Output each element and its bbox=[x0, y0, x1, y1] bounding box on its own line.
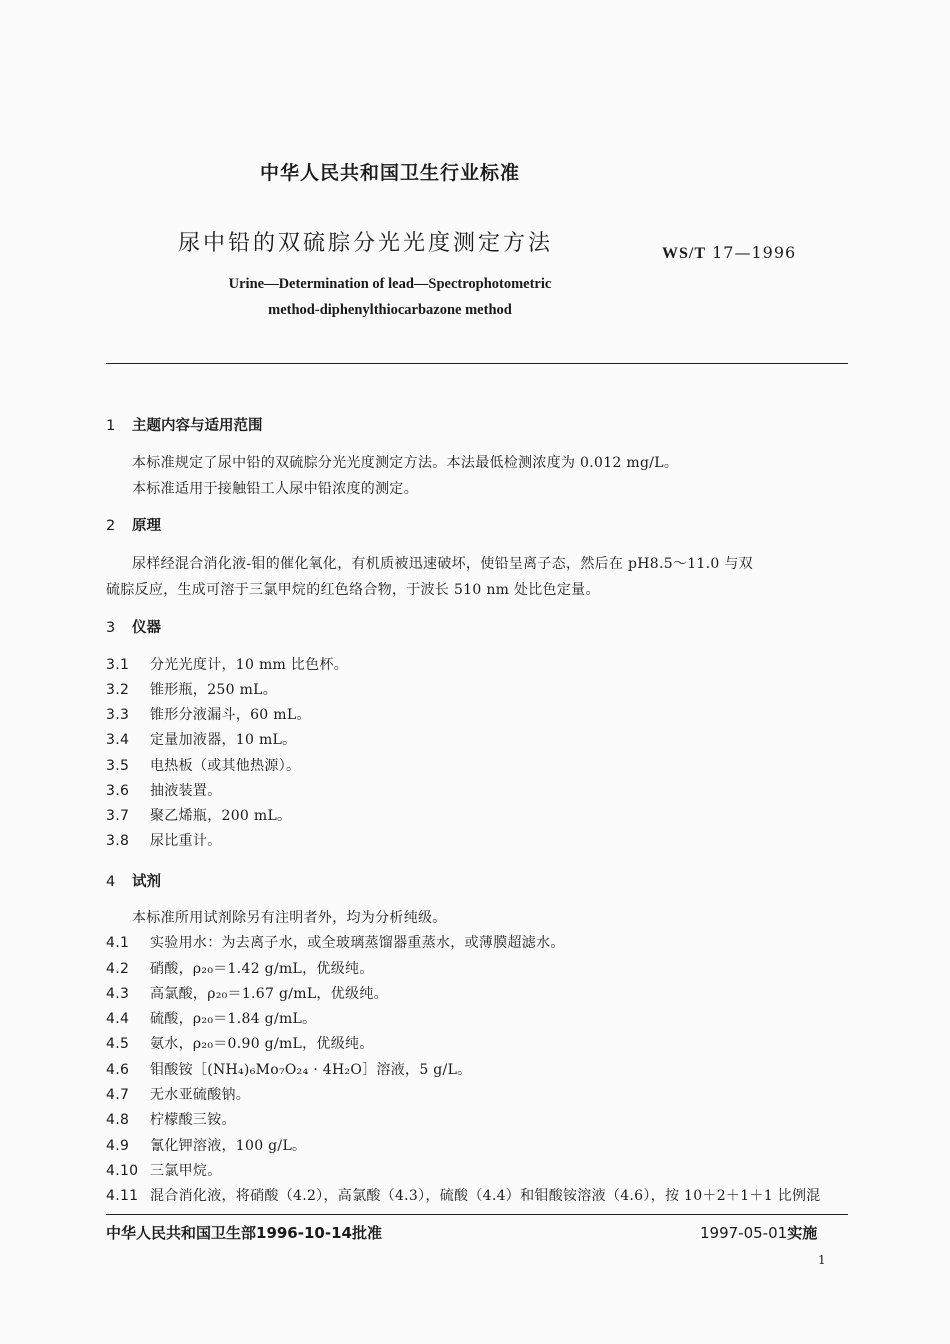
section-title: 试剂 bbox=[132, 874, 161, 890]
list-item bbox=[106, 1185, 821, 1205]
item-number: 4.7 bbox=[106, 1087, 130, 1103]
item-number: 3.3 bbox=[106, 707, 130, 723]
section-number: 2 bbox=[106, 518, 116, 534]
item-number: 4.4 bbox=[106, 1011, 130, 1027]
item-text: 三氯甲烷。 bbox=[150, 1163, 222, 1179]
list-item bbox=[106, 1160, 222, 1180]
item-text: 聚乙烯瓶，200 mL。 bbox=[150, 808, 292, 824]
list-item bbox=[106, 1135, 306, 1155]
list-item bbox=[106, 805, 291, 825]
item-text: 尿比重计。 bbox=[150, 833, 222, 849]
item-number: 4.5 bbox=[106, 1036, 130, 1052]
item-number: 3.5 bbox=[106, 758, 130, 774]
section-heading bbox=[106, 414, 263, 435]
paragraph: 本标准所用试剂除另有注明者外，均为分析纯级。 bbox=[132, 910, 447, 926]
standard-code bbox=[662, 243, 796, 263]
list-item bbox=[106, 1059, 471, 1079]
code-prefix: WS/T bbox=[662, 245, 707, 262]
item-number: 3.1 bbox=[106, 657, 130, 673]
item-text: 实验用水：为去离子水，或全玻璃蒸馏器重蒸水，或薄膜超滤水。 bbox=[150, 935, 565, 951]
item-text: 锥形瓶，250 mL。 bbox=[150, 682, 278, 698]
item-text: 钼酸铵［(NH₄)₆Mo₇O₂₄ · 4H₂O］溶液，5 g/L。 bbox=[150, 1062, 472, 1078]
item-number: 3.7 bbox=[106, 808, 130, 824]
list-item bbox=[106, 704, 311, 724]
item-number: 4.10 bbox=[106, 1163, 139, 1179]
item-number: 4.8 bbox=[106, 1112, 130, 1128]
item-number: 3.8 bbox=[106, 833, 130, 849]
item-text: 高氯酸，ρ₂₀＝1.67 g/mL，优级纯。 bbox=[150, 986, 388, 1002]
item-text: 锥形分液漏斗，60 mL。 bbox=[150, 707, 311, 723]
item-text: 柠檬酸三铵。 bbox=[150, 1112, 236, 1128]
item-number: 4.9 bbox=[106, 1138, 130, 1154]
list-item bbox=[106, 830, 222, 850]
list-item bbox=[106, 729, 296, 749]
list-item bbox=[106, 932, 565, 952]
section-heading bbox=[106, 870, 161, 891]
header-divider bbox=[106, 363, 848, 364]
item-text: 定量加液器，10 mL。 bbox=[150, 732, 297, 748]
item-text: 硝酸，ρ₂₀＝1.42 g/mL，优级纯。 bbox=[150, 961, 374, 977]
english-title-line2: method-diphenylthiocarbazone method bbox=[268, 302, 512, 318]
footer-divider bbox=[106, 1214, 848, 1215]
item-number: 3.4 bbox=[106, 732, 130, 748]
section-title: 原理 bbox=[132, 518, 161, 534]
section-number: 3 bbox=[106, 620, 116, 636]
item-number: 4.3 bbox=[106, 986, 130, 1002]
item-text: 电热板（或其他热源）。 bbox=[150, 758, 301, 774]
section-title: 主题内容与适用范围 bbox=[132, 418, 263, 434]
paragraph: 硫腙反应，生成可溶于三氯甲烷的红色络合物，于波长 510 nm 处比色定量。 bbox=[106, 582, 600, 598]
item-text: 硫酸，ρ₂₀＝1.84 g/mL。 bbox=[150, 1011, 317, 1027]
english-title-line1: Urine—Determination of lead—Spectrophotometric bbox=[228, 276, 552, 292]
list-item bbox=[106, 983, 388, 1003]
approval-line: 中华人民共和国卫生部1996-10-14批准 bbox=[106, 1224, 382, 1242]
list-item bbox=[106, 679, 277, 699]
list-item bbox=[106, 1033, 374, 1053]
section-title: 仪器 bbox=[132, 620, 161, 636]
list-item bbox=[106, 1109, 236, 1129]
item-text: 无水亚硫酸钠。 bbox=[150, 1087, 251, 1103]
item-number: 4.1 bbox=[106, 935, 130, 951]
list-item bbox=[106, 755, 300, 775]
list-item bbox=[106, 958, 374, 978]
paragraph: 尿样经混合消化液-钼的催化氧化，有机质被迅速破坏，使铅呈离子态，然后在 pH8.5～11.0 与双 bbox=[132, 556, 753, 572]
list-item bbox=[106, 1008, 316, 1028]
item-number: 4.11 bbox=[106, 1188, 139, 1204]
item-number: 3.6 bbox=[106, 783, 130, 799]
list-item bbox=[106, 1084, 250, 1104]
list-item bbox=[106, 780, 222, 800]
code-number: 17—1996 bbox=[712, 243, 797, 262]
section-number: 1 bbox=[106, 418, 116, 434]
section-heading bbox=[106, 514, 161, 535]
page-number: 1 bbox=[818, 1253, 826, 1267]
standard-category: 中华人民共和国卫生行业标准 bbox=[259, 162, 520, 184]
item-number: 4.2 bbox=[106, 961, 130, 977]
implementation-label: 实施 bbox=[787, 1224, 818, 1242]
section-number: 4 bbox=[106, 874, 116, 890]
implementation-date: 1997-05-01 bbox=[700, 1224, 788, 1242]
paragraph: 本标准规定了尿中铅的双硫腙分光光度测定方法。本法最低检测浓度为 0.012 mg/L。 bbox=[132, 455, 679, 471]
paragraph: 本标准适用于接触铅工人尿中铅浓度的测定。 bbox=[132, 481, 418, 497]
item-text: 抽液装置。 bbox=[150, 783, 222, 799]
item-number: 4.6 bbox=[106, 1062, 130, 1078]
document-title: 尿中铅的双硫腙分光光度测定方法 bbox=[178, 231, 554, 256]
item-text: 氰化钾溶液，100 g/L。 bbox=[150, 1138, 307, 1154]
item-number: 3.2 bbox=[106, 682, 130, 698]
section-heading bbox=[106, 616, 161, 637]
list-item bbox=[106, 654, 348, 674]
item-text: 氨水，ρ₂₀＝0.90 g/mL，优级纯。 bbox=[150, 1036, 374, 1052]
implementation-line bbox=[700, 1222, 817, 1243]
item-text: 分光光度计，10 mm 比色杯。 bbox=[150, 657, 349, 673]
item-text: 混合消化液，将硝酸（4.2），高氯酸（4.3），硫酸（4.4）和钼酸铵溶液（4.6），按 10＋2＋1＋1 比例混 bbox=[150, 1188, 821, 1204]
